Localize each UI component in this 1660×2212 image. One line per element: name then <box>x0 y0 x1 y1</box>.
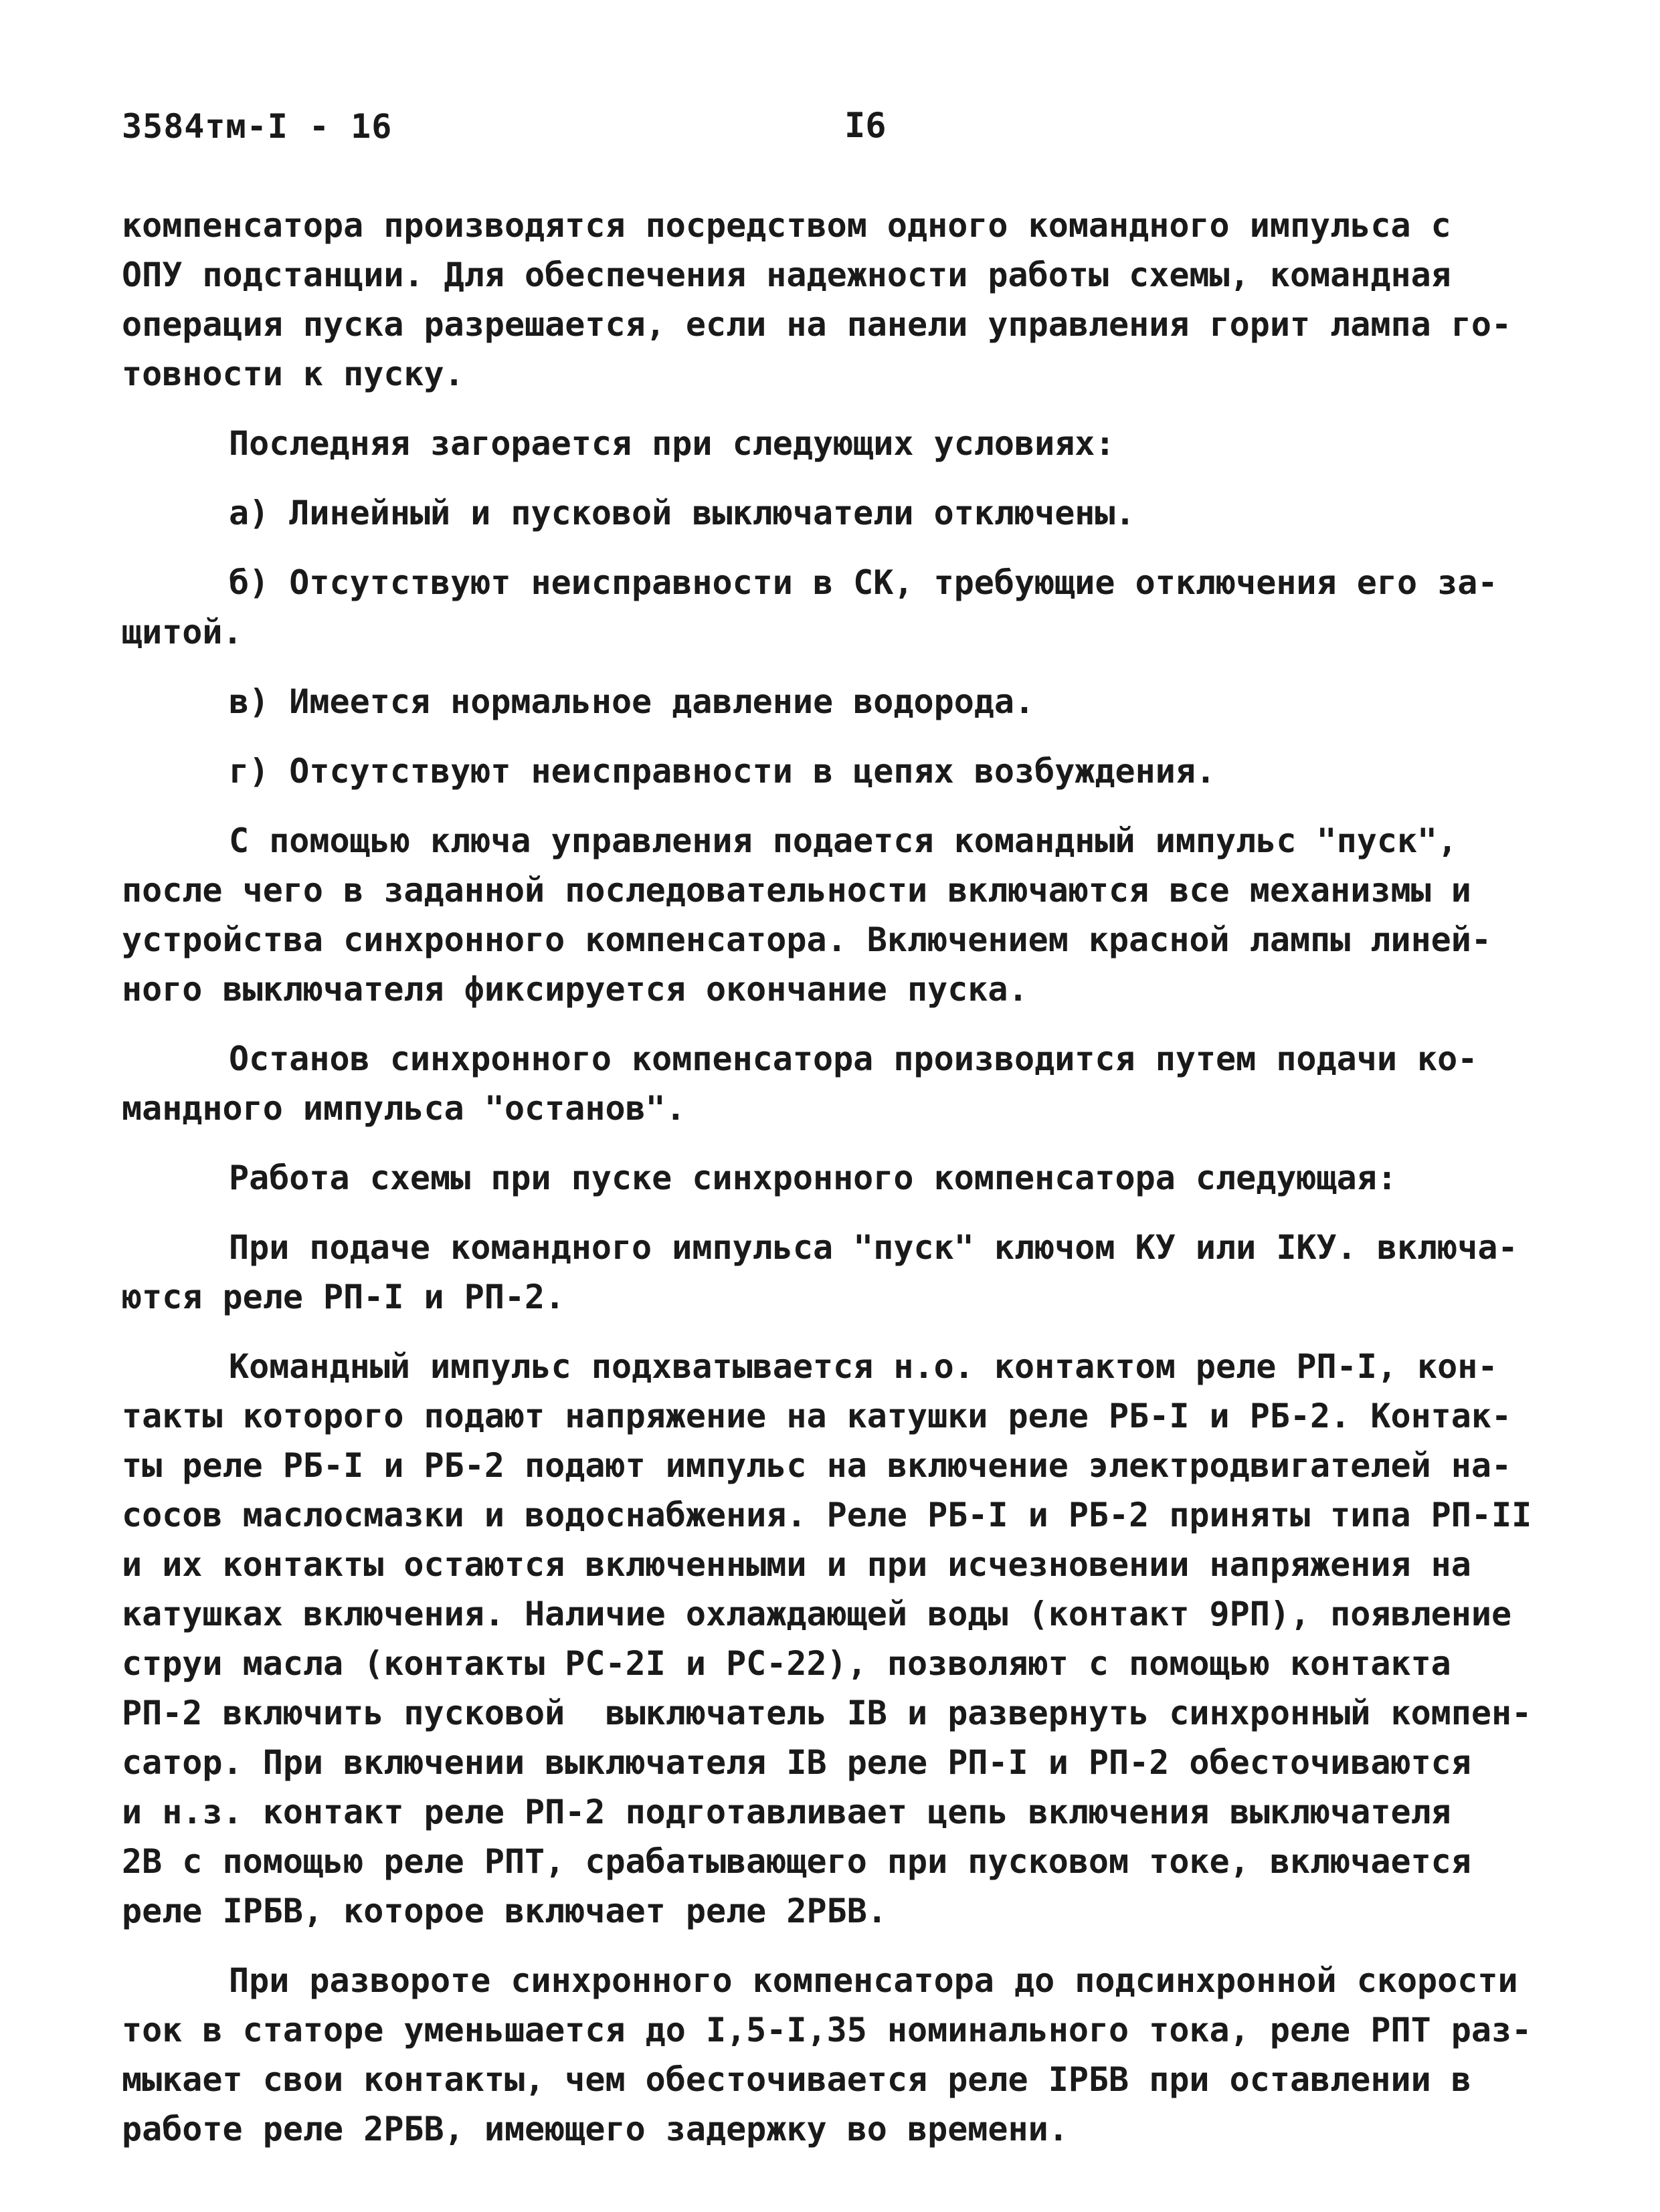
paragraph <box>122 1956 1567 2154</box>
text-line: товности к пуску. <box>122 355 464 393</box>
document-body <box>122 201 1567 2174</box>
page-number: I6 <box>844 106 887 146</box>
text-line: операция пуска разрешается, если на панели управления горит лампа го- <box>122 305 1512 344</box>
text-line: такты которого подают напряжение на катушки реле РБ-I и РБ-2. Контак- <box>122 1397 1512 1435</box>
text-line: катушках включения. Наличие охлаждающей воды (контакт 9РП), появление <box>122 1595 1512 1633</box>
text-line: струи масла (контакты РС-2I и РС-22), позволяют с помощью контакта <box>122 1644 1451 1683</box>
text-line: Командный импульс подхватывается н.о. контактом реле РП-I, кон- <box>229 1347 1498 1386</box>
text-line: С помощью ключа управления подается командный импульс "пуск", <box>229 821 1458 860</box>
list-item <box>122 488 1567 538</box>
document-code: 3584тм-I - 16 <box>122 107 393 146</box>
text-line: б) Отсутствуют неисправности в СК, требующие отключения его за- <box>229 563 1498 602</box>
paragraph <box>122 201 1567 399</box>
text-line: устройства синхронного компенсатора. Включением красной лампы линей- <box>122 920 1491 959</box>
text-line: г) Отсутствуют неисправности в цепях возбуждения. <box>229 752 1216 791</box>
text-line: При развороте синхронного компенсатора до подсинхронной скорости <box>229 1961 1518 2000</box>
text-line: мандного импульса "останов". <box>122 1089 686 1128</box>
paragraph <box>122 1153 1567 1203</box>
text-line: ются реле РП-I и РП-2. <box>122 1278 565 1316</box>
paragraph <box>122 1223 1567 1322</box>
text-line: ОПУ подстанции. Для обеспечения надежности работы схемы, командная <box>122 256 1451 294</box>
list-item <box>122 558 1567 657</box>
text-line: Работа схемы при пуске синхронного компенсатора следующая: <box>229 1159 1397 1197</box>
text-line: после чего в заданной последовательности включаются все механизмы и <box>122 871 1471 910</box>
text-line: в) Имеется нормальное давление водорода. <box>229 682 1035 721</box>
text-line: а) Линейный и пусковой выключатели отключены. <box>229 494 1135 532</box>
list-item <box>122 677 1567 726</box>
list-item <box>122 746 1567 796</box>
text-line: щитой. <box>122 613 243 651</box>
text-line: и н.з. контакт реле РП-2 подготавливает цепь включения выключателя <box>122 1793 1451 1831</box>
paragraph <box>122 1342 1567 1936</box>
paragraph <box>122 1034 1567 1133</box>
text-line: работе реле 2РБВ, имеющего задержку во времени. <box>122 2110 1069 2148</box>
text-line: ток в статоре уменьшается до I,5-I,35 номинального тока, реле РПТ раз- <box>122 2011 1532 2049</box>
text-line: компенсатора производятся посредством одного командного импульса с <box>122 206 1451 245</box>
text-line: и их контакты остаются включенными и при исчезновении напряжения на <box>122 1545 1471 1584</box>
text-line: ного выключателя фиксируется окончание пуска. <box>122 970 1028 1009</box>
paragraph <box>122 816 1567 1014</box>
text-line: При подаче командного импульса "пуск" ключом КУ или IКУ. включа- <box>229 1228 1518 1267</box>
text-line: мыкает свои контакты, чем обесточивается реле IРБВ при оставлении в <box>122 2060 1471 2099</box>
text-line: Последняя загорается при следующих условиях: <box>229 424 1115 463</box>
text-line: реле IРБВ, которое включает реле 2РБВ. <box>122 1892 887 1930</box>
text-line: сосов маслосмазки и водоснабжения. Реле РБ-I и РБ-2 приняты типа РП-II <box>122 1496 1532 1534</box>
text-line: ты реле РБ-I и РБ-2 подают импульс на включение электродвигателей на- <box>122 1446 1512 1485</box>
text-line: сатор. При включении выключателя IВ реле РП-I и РП-2 обесточиваются <box>122 1743 1471 1782</box>
text-line: Останов синхронного компенсатора производится путем подачи ко- <box>229 1039 1478 1078</box>
text-line: 2В с помощью реле РПТ, срабатывающего при пусковом токе, включается <box>122 1842 1471 1881</box>
text-line: РП-2 включить пусковой выключатель IВ и развернуть синхронный компен- <box>122 1694 1532 1732</box>
paragraph <box>122 419 1567 468</box>
